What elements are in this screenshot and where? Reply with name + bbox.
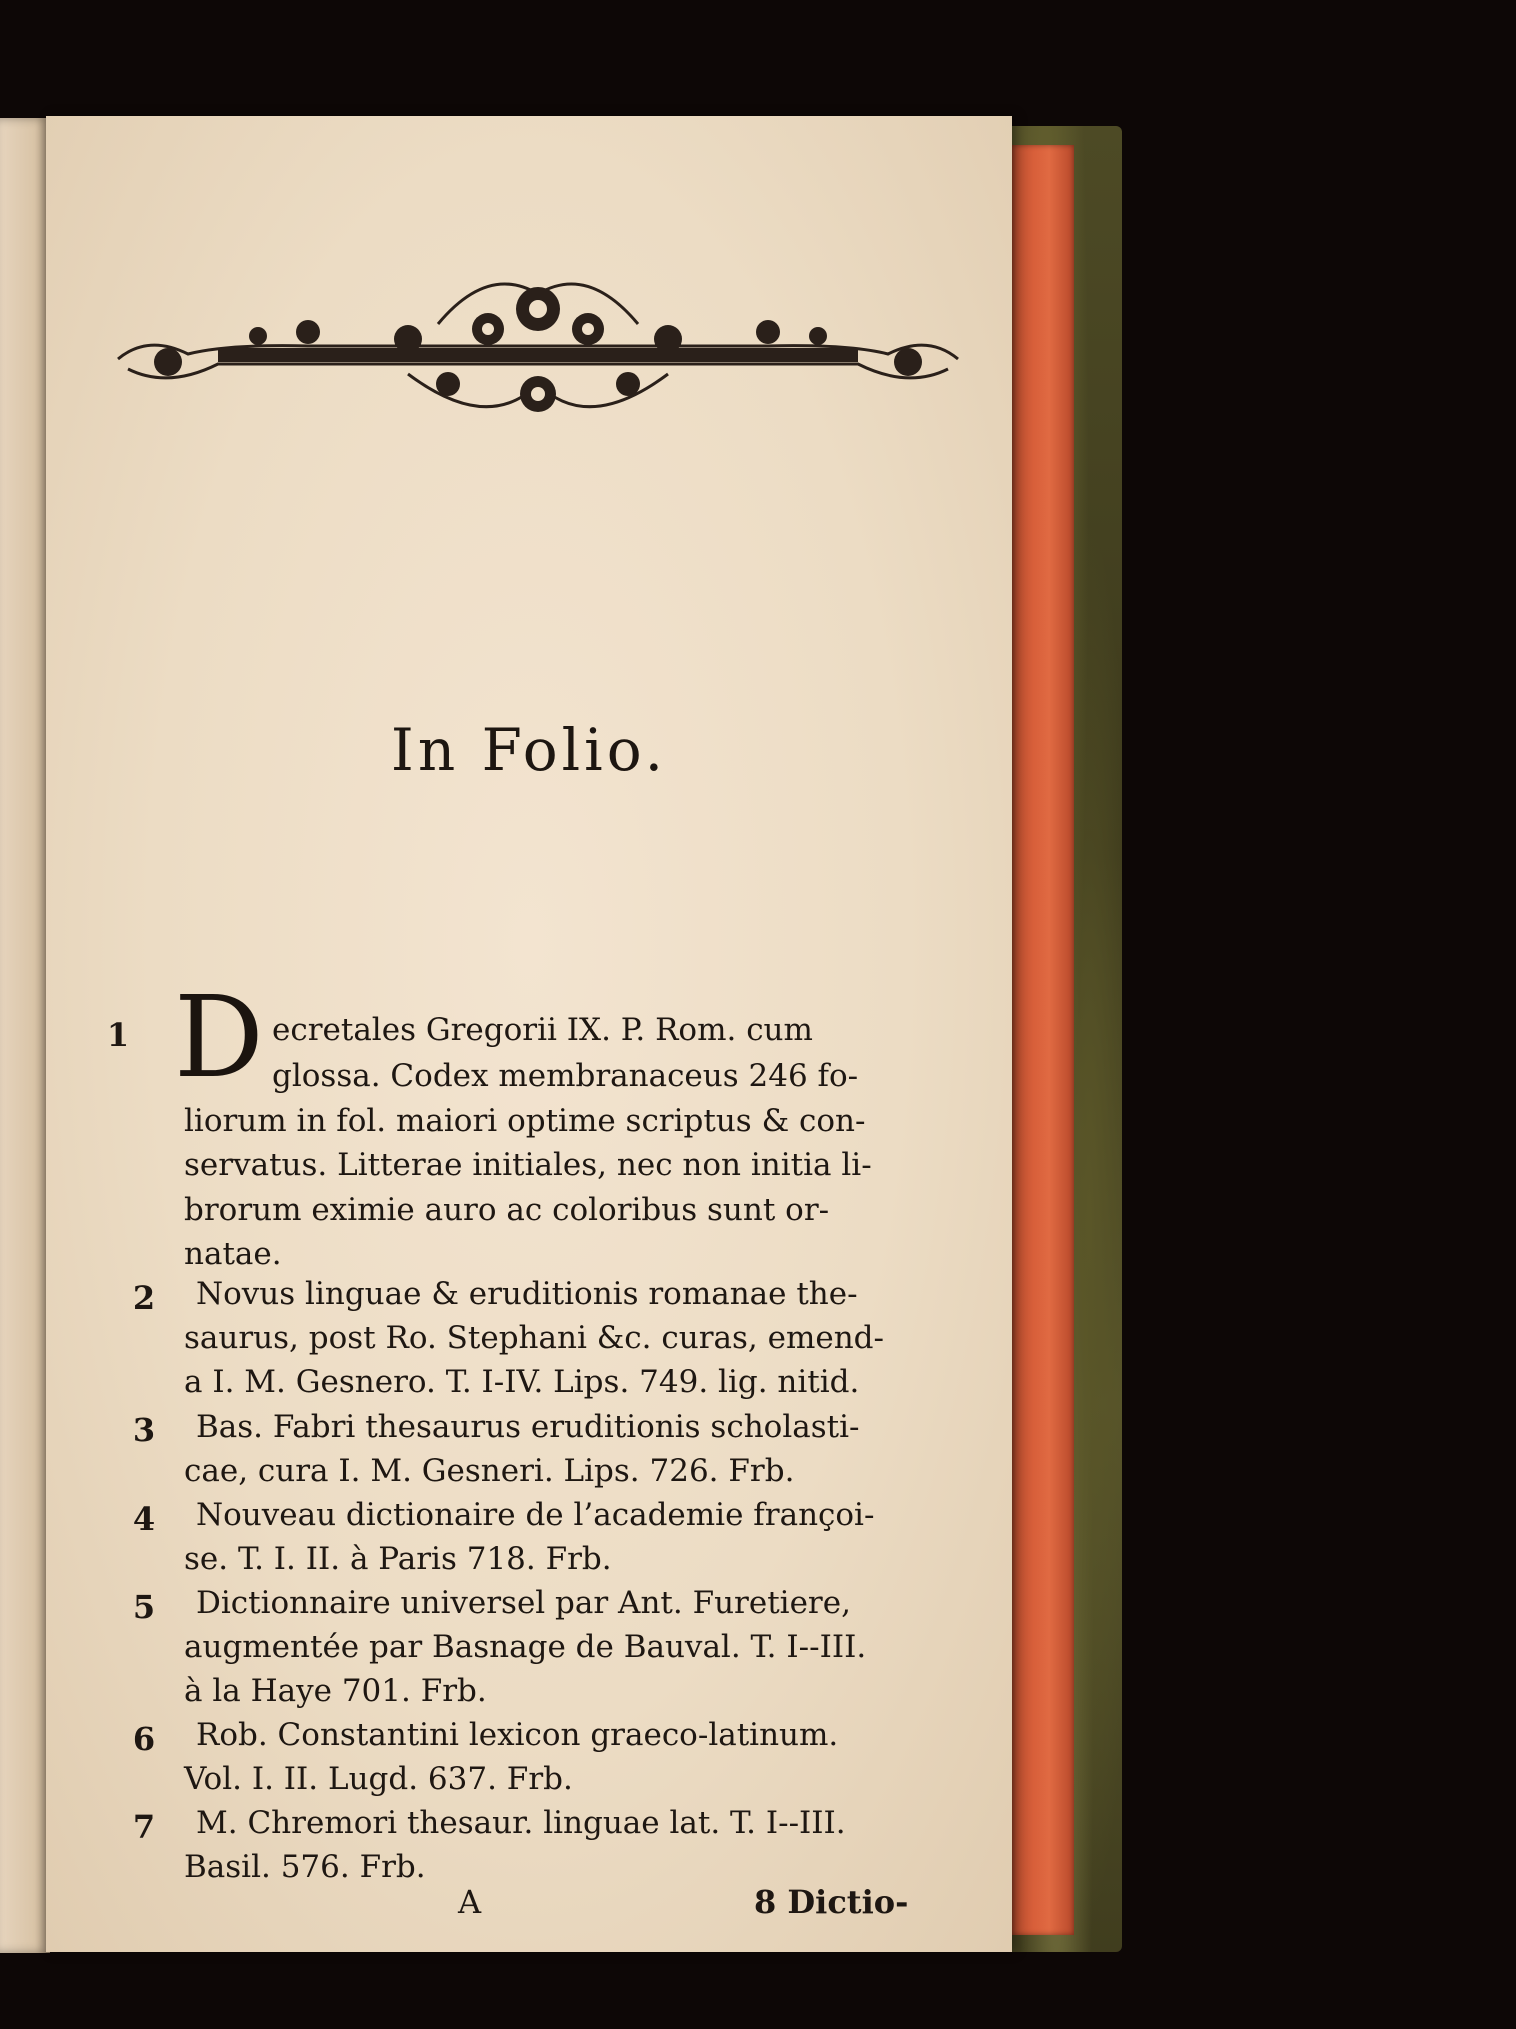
- catalog-entries: [46, 116, 1012, 1952]
- entry-number: 3: [132, 1411, 156, 1449]
- drop-cap: D: [174, 973, 264, 1103]
- entry-line: liorum in fol. maiori optime scriptus & con-: [184, 1103, 866, 1139]
- entry-line: Novus linguae & eruditionis romanae the-: [196, 1276, 858, 1312]
- entry-number: 6: [132, 1720, 156, 1758]
- entry-line: natae.: [184, 1236, 282, 1272]
- signature-mark: A: [458, 1883, 482, 1921]
- entry-number: 1: [106, 1016, 130, 1054]
- entry-line: ecretales Gregorii IX. P. Rom. cum: [272, 1012, 813, 1048]
- entry-line: saurus, post Ro. Stephani &c. curas, emend-: [184, 1320, 884, 1356]
- entry-number: 4: [132, 1500, 156, 1538]
- entry-line: Vol. I. II. Lugd. 637. Frb.: [184, 1761, 573, 1797]
- left-page-edge: [0, 118, 50, 1953]
- entry-line: augmentée par Basnage de Bauval. T. I--III.: [184, 1629, 867, 1665]
- entry-line: Dictionnaire universel par Ant. Furetiere,: [196, 1585, 851, 1621]
- entry-line: à la Haye 701. Frb.: [184, 1673, 487, 1709]
- book-page: [46, 116, 1012, 1952]
- entry-line: Nouveau dictionaire de l’academie françoi-: [196, 1497, 875, 1533]
- entry-line: cae, cura I. M. Gesneri. Lips. 726. Frb.: [184, 1453, 795, 1489]
- red-page-edge: [1012, 145, 1074, 1935]
- entry-line: M. Chremori thesaur. linguae lat. T. I--III.: [196, 1805, 846, 1841]
- entry-line: servatus. Litterae initiales, nec non initia li-: [184, 1147, 872, 1183]
- entry-line: se. T. I. II. à Paris 718. Frb.: [184, 1541, 612, 1577]
- entry-number: 5: [132, 1588, 156, 1626]
- entry-number: 2: [132, 1279, 156, 1317]
- entry-line: brorum eximie auro ac coloribus sunt or-: [184, 1192, 830, 1228]
- page-heading: In Folio.: [390, 716, 668, 784]
- entry-number: 7: [132, 1808, 156, 1846]
- entry-line: glossa. Codex membranaceus 246 fo-: [272, 1058, 859, 1094]
- catchword: 8 Dictio-: [754, 1883, 909, 1921]
- entry-line: a I. M. Gesnero. T. I-IV. Lips. 749. lig. nitid.: [184, 1364, 860, 1400]
- entry-line: Basil. 576. Frb.: [184, 1849, 426, 1885]
- entry-line: Rob. Constantini lexicon graeco-latinum.: [196, 1717, 839, 1753]
- entry-line: Bas. Fabri thesaurus eruditionis scholasti-: [196, 1409, 860, 1445]
